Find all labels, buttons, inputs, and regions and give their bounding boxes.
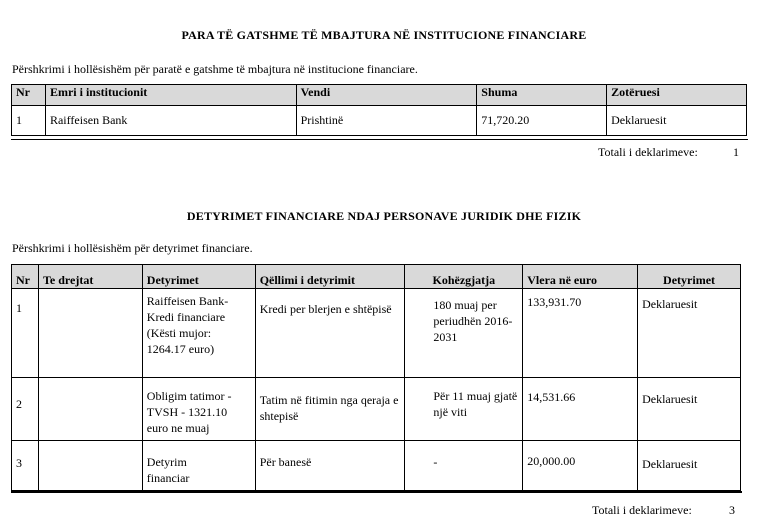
cell-nr: 3 bbox=[12, 441, 39, 491]
col-value: Vlera në euro bbox=[523, 265, 638, 289]
cash-table bbox=[11, 84, 747, 136]
cell-liability: Obligim tatimor - TVSH - 1321.10 euro ne muaj bbox=[142, 378, 255, 441]
table-row bbox=[12, 289, 741, 378]
cell-owner: Deklaruesit bbox=[607, 106, 747, 136]
cell-nr: 2 bbox=[12, 378, 39, 441]
col-institution: Emri i institucionit bbox=[45, 85, 296, 106]
cell-purpose: Kredi per blerjen e shtëpisë bbox=[255, 289, 405, 378]
cell-purpose: Për banesë bbox=[255, 441, 405, 491]
col-duration: Kohëzgjatja bbox=[405, 265, 523, 289]
cell-nr: 1 bbox=[12, 289, 39, 378]
cell-rights bbox=[38, 441, 142, 491]
cash-table-header bbox=[12, 85, 747, 106]
cell-rights bbox=[38, 378, 142, 441]
section1-total-label: Totali i deklarimeve: bbox=[598, 145, 698, 159]
cell-purpose: Tatim në fitimin nga qeraja e shtepisë bbox=[255, 378, 405, 441]
cell-duration: - bbox=[405, 441, 523, 491]
table-row bbox=[12, 106, 747, 136]
section2-title: DETYRIMET FINANCIARE NDAJ PERSONAVE JURIDIK DHE FIZIK bbox=[186, 209, 582, 223]
table-row bbox=[12, 378, 741, 441]
col-purpose: Qëllimi i detyrimit bbox=[255, 265, 405, 289]
col-liability-holder: Detyrimet bbox=[638, 265, 741, 289]
cell-amount: 71,720.20 bbox=[477, 106, 607, 136]
liabilities-table-header bbox=[12, 265, 741, 289]
liabilities-table bbox=[11, 264, 741, 491]
col-nr: Nr bbox=[12, 85, 46, 106]
cell-value: 14,531.66 bbox=[523, 378, 638, 441]
cell-duration: Për 11 muaj gjatë një viti bbox=[405, 378, 523, 441]
cell-rights bbox=[38, 289, 142, 378]
table-bottom-rule bbox=[11, 139, 748, 140]
section2-total-label: Totali i deklarimeve: bbox=[592, 503, 692, 517]
cell-liability: Detyrim financiar bbox=[142, 441, 255, 491]
cell-nr: 1 bbox=[12, 106, 46, 136]
cell-holder: Deklaruesit bbox=[638, 289, 741, 378]
cell-holder: Deklaruesit bbox=[638, 441, 741, 491]
table-row bbox=[12, 441, 741, 491]
cell-country: Prishtinë bbox=[296, 106, 477, 136]
section1-description: Përshkrimi i hollësishëm për paratë e gatshme të mbajtura në institucione financiare. bbox=[12, 62, 418, 76]
col-rights: Te drejtat bbox=[38, 265, 142, 289]
table-bottom-rule bbox=[11, 491, 742, 493]
cell-liability: Raiffeisen Bank-Kredi financiare (Kësti mujor: 1264.17 euro) bbox=[142, 289, 255, 378]
col-owner: Zotëruesi bbox=[607, 85, 747, 106]
cell-holder: Deklaruesit bbox=[638, 378, 741, 441]
cell-value: 133,931.70 bbox=[523, 289, 638, 378]
col-amount: Shuma bbox=[477, 85, 607, 106]
col-liability: Detyrimet bbox=[142, 265, 255, 289]
section2-total-value: 3 bbox=[729, 503, 735, 517]
section1-title: PARA TË GATSHME TË MBAJTURA NË INSTITUCIONE FINANCIARE bbox=[181, 28, 587, 42]
cell-value: 20,000.00 bbox=[523, 441, 638, 491]
cell-duration: 180 muaj per periudhën 2016-2031 bbox=[405, 289, 523, 378]
section1-total-value: 1 bbox=[733, 145, 739, 159]
section2-description: Përshkrimi i hollësishëm për detyrimet financiare. bbox=[12, 241, 253, 255]
col-country: Vendi bbox=[296, 85, 477, 106]
cell-institution: Raiffeisen Bank bbox=[45, 106, 296, 136]
col-nr: Nr bbox=[12, 265, 39, 289]
